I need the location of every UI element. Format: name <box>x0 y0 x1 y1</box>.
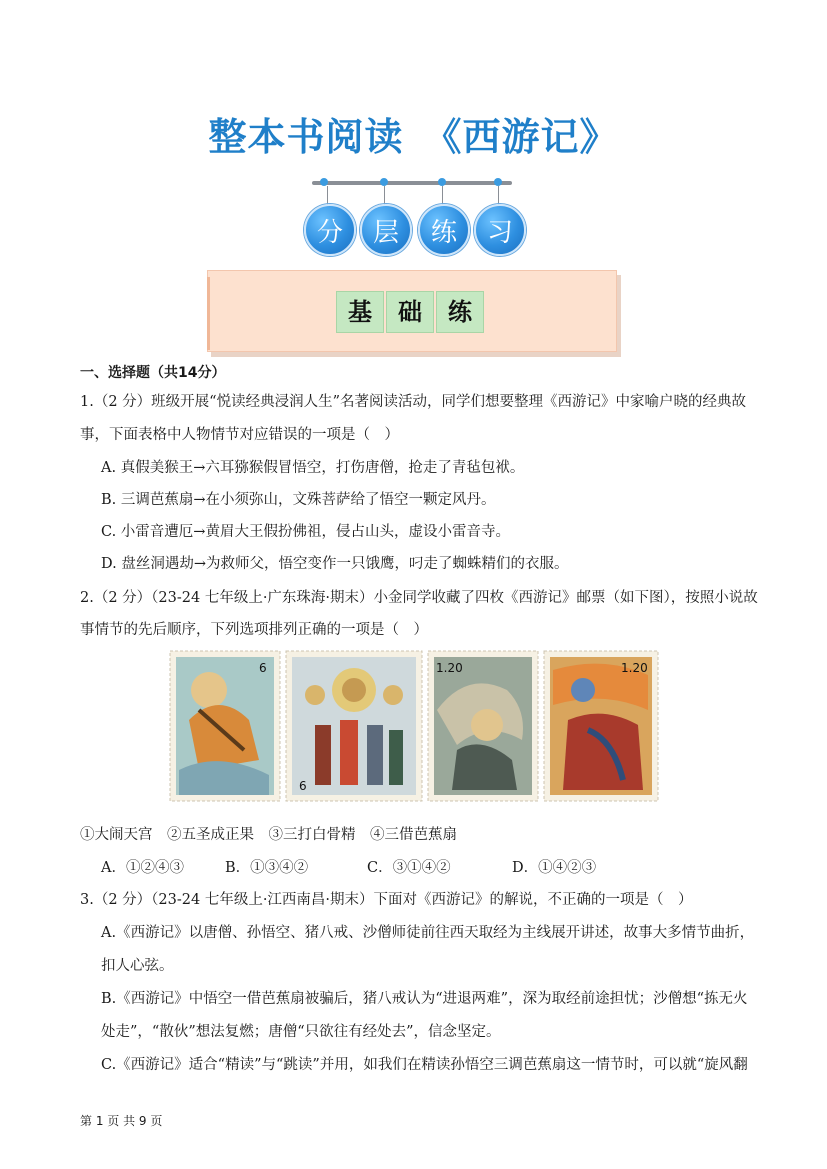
page-title: 整本书阅读 《西游记》 <box>208 115 619 159</box>
rail-dot <box>320 178 328 186</box>
rail-pin <box>498 186 499 206</box>
stamp-image-banana-fan <box>543 650 659 802</box>
rail-dot <box>380 178 388 186</box>
circle-label-xi: 习 <box>474 204 526 256</box>
q3-option-a: A.《西游记》以唐僧、孙悟空、猪八戒、沙僧师徒前往西天取经为主线展开讲述，故事大多情节曲折， <box>101 925 755 941</box>
stamp-image-white-bone <box>427 650 539 802</box>
q1-option-a: A. 真假美猴王→六耳猕猴假冒悟空，打伤唐僧，抢走了青毡包袱。 <box>101 460 525 476</box>
q3-option-c: C.《西游记》适合“精读”与“跳读”并用，如我们在精读孙悟空三调芭蕉扇这一情节时，可以就“旋风翻 <box>101 1057 748 1073</box>
q2-option-d: D．①④②③ <box>512 860 597 876</box>
q1-option-d: D. 盘丝洞遇劫→为救师父，悟空变作一只饿鹰，叼走了蜘蛛精们的衣服。 <box>101 556 569 572</box>
stamp-value: 1.20 <box>621 661 648 675</box>
q2-option-a: A．①②④③ <box>101 860 184 876</box>
q1-stem: 1.（2 分）班级开展“悦读经典浸润人生”名著阅读活动，同学们想要整理《西游记》中家喻户晓的经典故 <box>80 394 746 410</box>
q3-option-a-cont: 扣人心弦。 <box>101 958 174 974</box>
circle-label-ceng: 层 <box>360 204 412 256</box>
q2-items: ①大闹天宫 ②五圣成正果 ③三打白骨精 ④三借芭蕉扇 <box>80 827 457 843</box>
q3-option-b-cont: 处走”，“散伙”想法复燃；唐僧“只欲往有经处去”，信念坚定。 <box>101 1024 501 1040</box>
stamp-image-five-saints <box>285 650 423 802</box>
rail-pin <box>327 186 328 206</box>
q2-stem: 2.（2 分）（23-24 七年级上·广东珠海·期末）小金同学收藏了四枚《西游记》邮票（如下图），按照小说故 <box>80 590 758 606</box>
banner-char: 练 <box>436 291 484 333</box>
stamp-image-monkey-king <box>169 650 281 802</box>
q2-stem-cont: 事情节的先后顺序，下列选项排列正确的一项是（ ） <box>80 622 428 638</box>
section-heading: 一、选择题（共14分） <box>80 365 226 381</box>
q3-option-b: B.《西游记》中悟空一借芭蕉扇被骗后，猪八戒认为“进退两难”，深为取经前途担忧；沙僧想“拣无火 <box>101 991 748 1007</box>
q1-option-c: C. 小雷音遭厄→黄眉大王假扮佛祖，侵占山头，虚设小雷音寺。 <box>101 524 510 540</box>
stamp-value: 6 <box>299 779 307 793</box>
q3-stem: 3.（2 分）（23-24 七年级上·江西南昌·期末）下面对《西游记》的解说，不正确的一项是（ ） <box>80 892 693 908</box>
q2-option-b: B．①③④② <box>225 860 309 876</box>
circle-label-fen: 分 <box>304 204 356 256</box>
q1-stem-cont: 事，下面表格中人物情节对应错误的一项是（ ） <box>80 427 399 443</box>
q2-option-c: C．③①④② <box>367 860 451 876</box>
stamp-value: 6 <box>259 661 267 675</box>
stamp-images <box>169 650 659 802</box>
banner-accent <box>207 277 210 350</box>
rail-dot <box>494 178 502 186</box>
decorative-rail <box>312 181 512 185</box>
page-number: 第 1 页 共 9 页 <box>80 1114 163 1128</box>
rail-pin <box>442 186 443 206</box>
banner-char: 础 <box>386 291 434 333</box>
banner-char: 基 <box>336 291 384 333</box>
rail-dot <box>438 178 446 186</box>
banner-label <box>336 291 486 333</box>
q1-option-b: B. 三调芭蕉扇→在小须弥山，文殊菩萨给了悟空一颗定风丹。 <box>101 492 496 508</box>
circle-label-lian: 练 <box>418 204 470 256</box>
stamp-value: 1.20 <box>436 661 463 675</box>
rail-pin <box>384 186 385 206</box>
